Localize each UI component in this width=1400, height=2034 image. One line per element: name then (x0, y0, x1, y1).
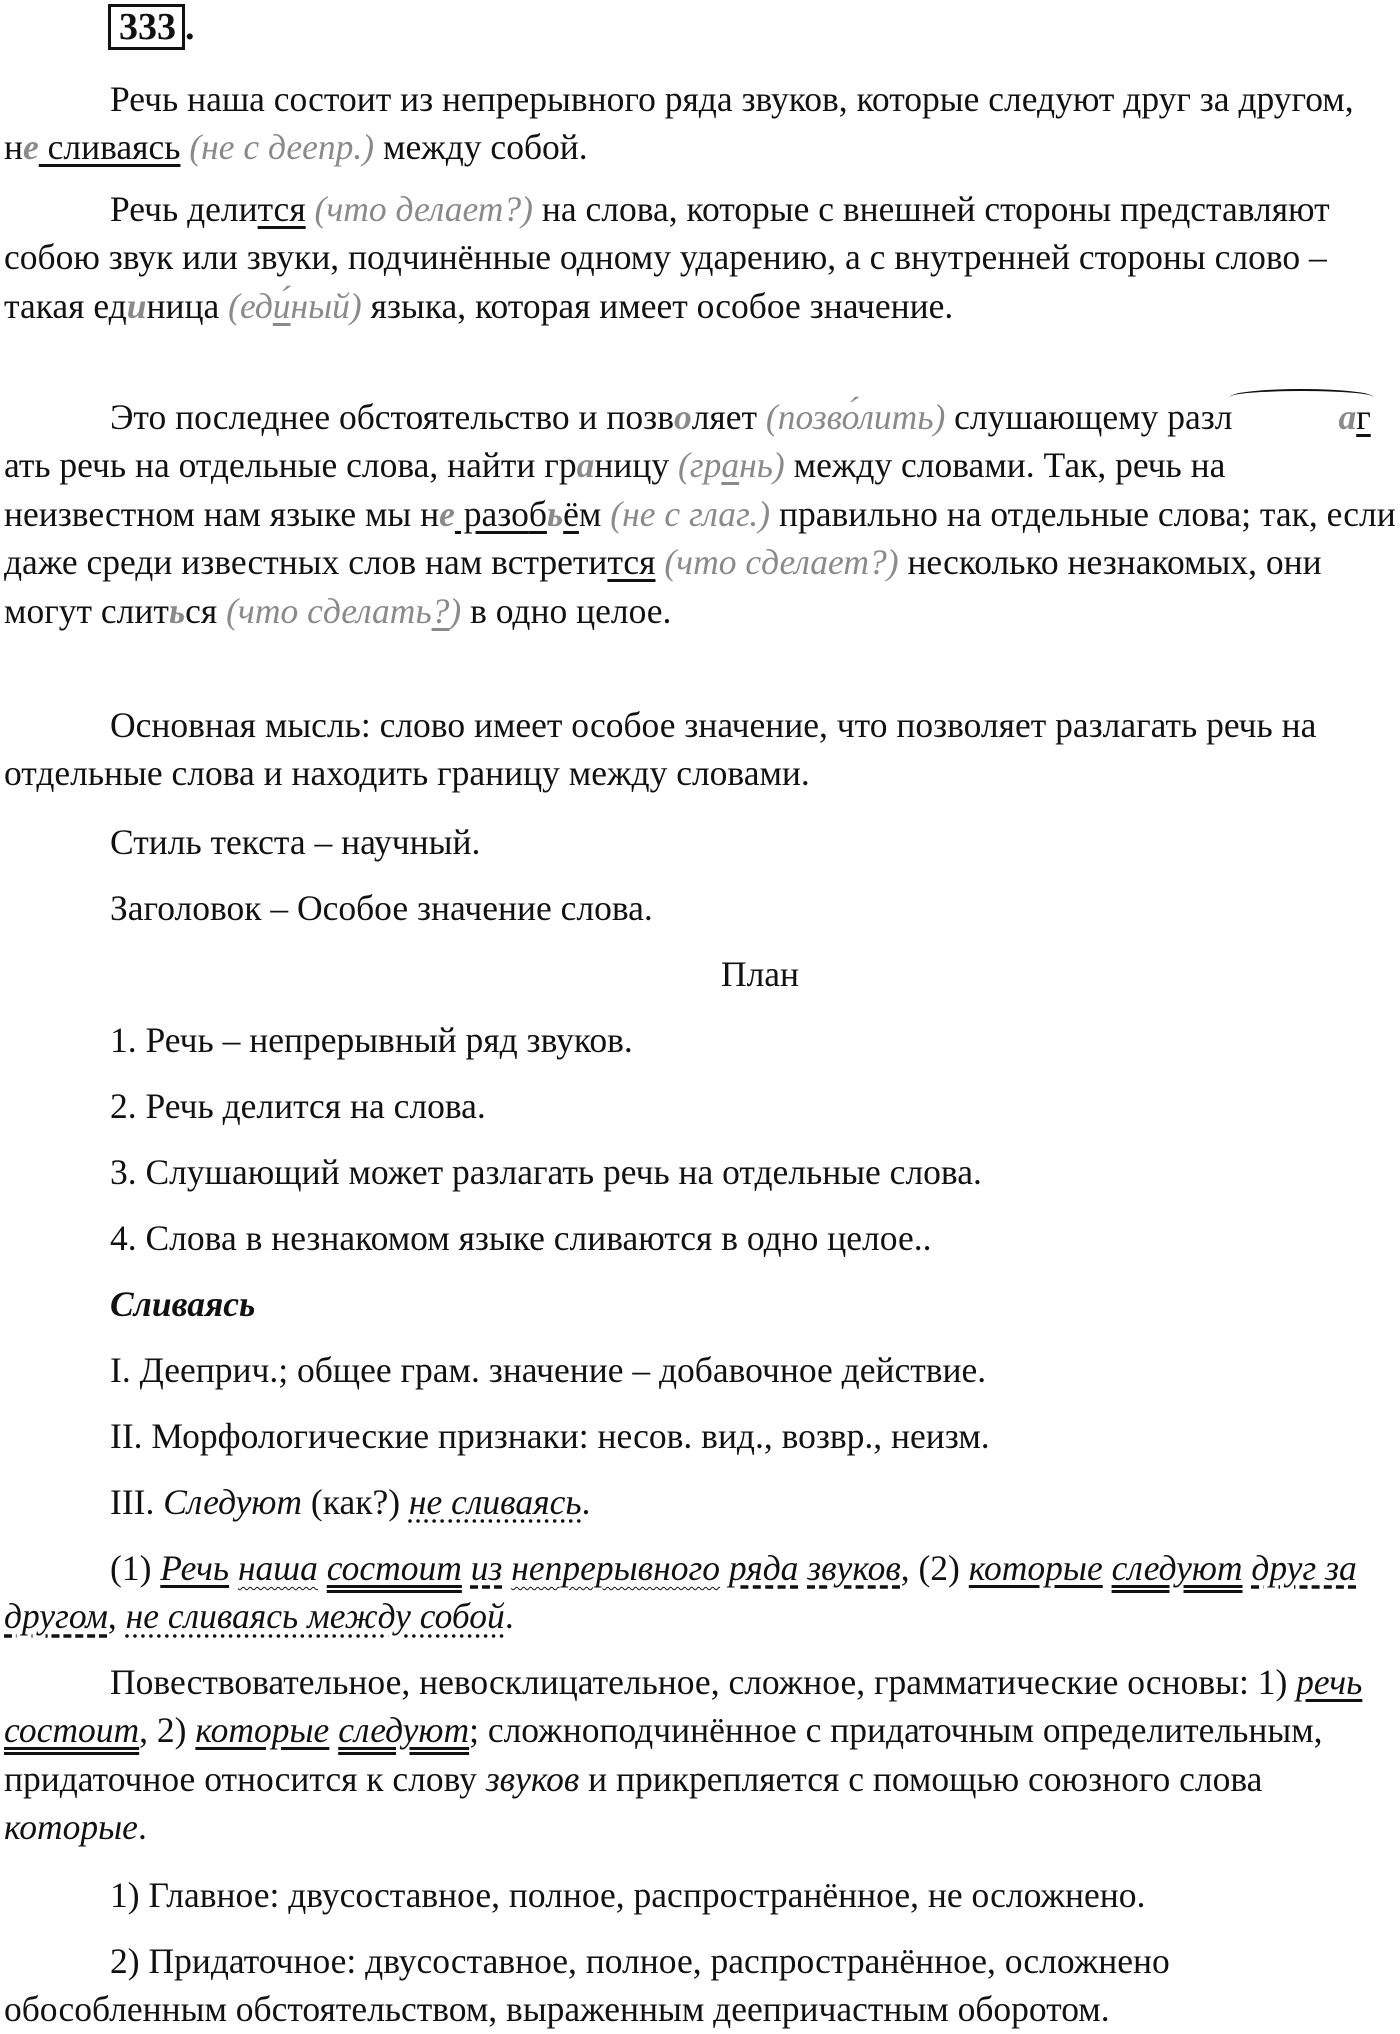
text-fragment: (1) (110, 1548, 161, 1588)
root-arc (1232, 393, 1370, 441)
text-fragment: ся (185, 590, 218, 631)
text-fragment: состоит (4, 1710, 140, 1751)
text-fragment: между словами. Так, речь на неизвестном нам языке мы н (4, 445, 1226, 534)
text-fragment (766, 397, 945, 437)
text-fragment: и прикрепляется с помощью союзного слова (579, 1758, 1263, 1799)
text-fragment: друг за другом (4, 1548, 1357, 1637)
text-fragment: слушающему разл (945, 397, 1233, 437)
sentence-characteristics (4, 1658, 1396, 1852)
text-fragment (226, 591, 461, 631)
text-fragment: языка, которая имеет особое значение. (361, 285, 954, 326)
text-fragment: ь (546, 493, 564, 534)
paragraph-3 (4, 393, 1396, 635)
text-fragment: ряда (728, 1548, 799, 1588)
main-clause: 1) Главное: двусоставное, полное, распространённое, не осложнено. (110, 1875, 1146, 1915)
text-fragment: ляет (691, 397, 758, 437)
text-fragment: ница (146, 285, 220, 326)
text-fragment: следуют (338, 1710, 470, 1751)
text-fragment: ; сложноподчинённое с придаточным определительным, придаточное относится к слову (4, 1710, 1323, 1799)
text-fragment: . (581, 1482, 591, 1522)
text-title: Заголовок – Особое значение слова. (110, 888, 653, 928)
text-fragment: сливаясь (38, 127, 181, 168)
text-fragment: , 2) (139, 1710, 196, 1751)
text-fragment: состоит (326, 1548, 462, 1588)
text-fragment: не сливаясь (408, 1482, 582, 1522)
text-fragment: тся (607, 542, 656, 583)
text-fragment: следуют (1111, 1548, 1243, 1588)
text-fragment: о (673, 397, 692, 437)
text-fragment: а (721, 445, 740, 486)
text-fragment: III. (110, 1482, 164, 1522)
text-fragment: (что сделает?) (664, 542, 899, 583)
text-fragment: е (23, 127, 39, 168)
text-fragment: (не с глаг.) (610, 493, 771, 534)
text-fragment: . (185, 6, 195, 48)
text-fragment (228, 286, 362, 326)
plan-item: 3. Слушающий может разлагать речь на отдельные слова. (110, 1152, 982, 1192)
text-fragment: ницу (594, 445, 670, 486)
parse-line-2: II. Морфологические признаки: несов. вид., возвр., неизм. (110, 1416, 990, 1456)
parse-word: Сливаясь (110, 1284, 256, 1324)
sentence-analysis (4, 1544, 1396, 1641)
parse-line-1: I. Дееприч.; общее грам. значение – добавочное действие. (110, 1350, 987, 1390)
paragraph-1 (4, 75, 1396, 172)
text-fragment: (гр (677, 445, 722, 486)
text-fragment: Речь (160, 1548, 230, 1588)
plan-item: 1. Речь – непрерывный ряд звуков. (110, 1020, 633, 1060)
text-fragment (678, 445, 785, 485)
text-fragment: (что сделать (226, 590, 432, 631)
text-fragment: (2) (918, 1548, 969, 1588)
text-fragment: б (528, 493, 547, 534)
text-fragment: которые (968, 1548, 1103, 1588)
text-fragment: ё (563, 493, 579, 534)
text-fragment: ь (168, 590, 186, 631)
text-fragment: не сливаясь между собой (125, 1596, 505, 1637)
plan-item: 2. Речь делится на слова. (110, 1086, 486, 1126)
text-fragment: . (137, 1807, 147, 1848)
text-fragment: на слова, которые с внешней стороны представляют собою звук или звуки, подчинённые одному ударению, а с внутренней стороны слово – такая ед (4, 189, 1330, 326)
text-fragment: наша (237, 1548, 318, 1588)
text-fragment: ? (431, 590, 450, 631)
text-fragment: тся (257, 189, 306, 229)
exercise-number (108, 4, 195, 50)
text-fragment: между собой. (374, 127, 588, 168)
text-fragment: (не с деепр.) (189, 127, 375, 168)
text-fragment: нь) (739, 445, 785, 486)
text-fragment: а (1338, 397, 1357, 437)
text-fragment: речь (1296, 1662, 1363, 1702)
text-fragment: . (504, 1596, 514, 1637)
text-fragment: е (439, 493, 455, 534)
text-fragment: (ед (228, 285, 273, 326)
text-fragment: м (578, 493, 602, 534)
text-fragment: разо (454, 493, 529, 534)
text-fragment: (позв (765, 397, 842, 437)
paragraph-2 (4, 185, 1396, 330)
text-fragment: ать речь на отдельные слова, найти гр (4, 445, 577, 486)
subordinate-clause: 2) Придаточное: двусоставное, полное, распространённое, осложнено обособленным обстоятельством, выраженным деепричастным оборотом. (4, 1941, 1170, 2030)
text-style: Стиль текста – научный. (110, 822, 481, 862)
text-fragment: о (841, 397, 859, 437)
text-fragment: звуков (485, 1758, 580, 1799)
text-fragment: (что делает?) (314, 189, 533, 229)
text-fragment: в одно целое. (461, 590, 672, 631)
plan-heading: План (720, 954, 800, 994)
text-fragment: (как?) (302, 1482, 409, 1522)
text-fragment: из (470, 1548, 503, 1588)
text-fragment: а (576, 445, 595, 486)
text-fragment: звуков (807, 1548, 901, 1588)
text-fragment: правильно на отдельные слова; так, если даже среди известных слов нам встрети (4, 493, 1396, 583)
text-fragment: которые (4, 1807, 138, 1848)
text-fragment: непрерывного (511, 1548, 721, 1588)
text-fragment: , (107, 1596, 126, 1637)
text-fragment: ́ный) (290, 285, 362, 326)
text-fragment: несколько незнакомых, они могут слит (4, 542, 1322, 631)
text-fragment: Следуют (163, 1482, 303, 1522)
plan-item: 4. Слова в незнакомом языке сливаются в одно целое.. (110, 1218, 932, 1258)
text-fragment: и (126, 285, 147, 326)
text-fragment: Повествовательное, невосклицательное, сложное, грамматические основы: 1) (110, 1662, 1297, 1702)
main-idea: Основная мысль: слово имеет особое значение, что позволяет разлагать речь на отдельные слова и находить границу между словами. (4, 705, 1317, 794)
text-fragment: Речь наша состоит из непрерывного ряда звуков, которые следуют друг за другом, н (4, 79, 1354, 168)
text-fragment: и (272, 285, 291, 326)
text-fragment: 333 (108, 4, 185, 50)
text-fragment: Это последнее обстоятельство и позв (110, 397, 674, 437)
parse-line-3 (4, 1478, 1396, 1526)
text-fragment: г (1356, 397, 1371, 437)
text-fragment: ́лить) (858, 397, 946, 437)
text-fragment: ) (449, 590, 462, 631)
text-fragment: , (900, 1548, 919, 1588)
text-fragment: Речь дели (110, 189, 258, 229)
text-fragment: которые (195, 1710, 330, 1751)
